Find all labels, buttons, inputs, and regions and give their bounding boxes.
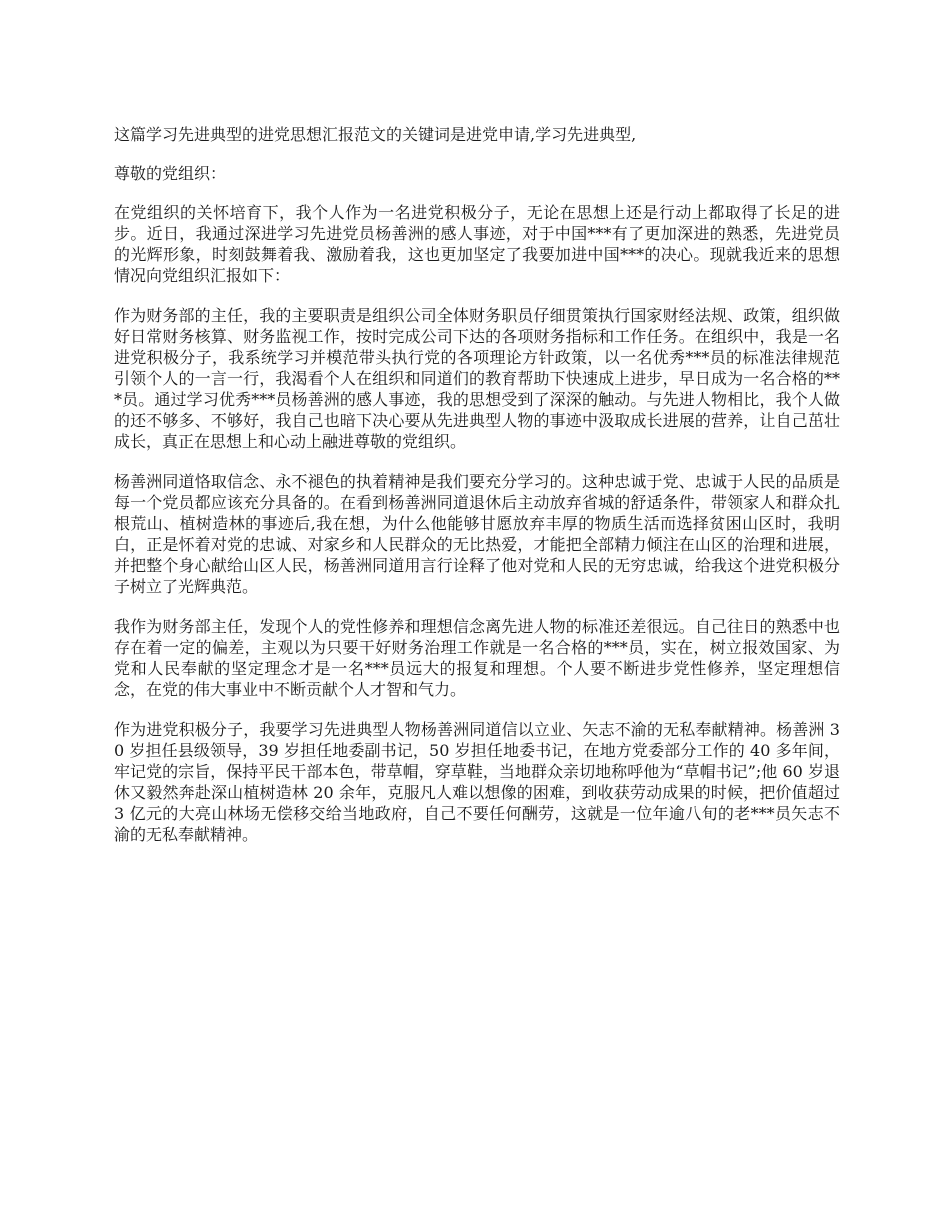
document-body xyxy=(114,124,840,864)
paragraph-1: 在党组织的关怀培育下，我个人作为一名进党积极分子，无论在思想上还是行动上都取得了长足的进步。近日，我通过深进学习先进党员杨善洲的感人事迹，对于中国***有了更加深进的熟悉，先进党员的光辉形象，时刻鼓舞着我、激励着我，这也更加坚定了我要加进中国***的决心。现就我近来的思想情况向党组织汇报如下： xyxy=(114,203,840,285)
salutation: 尊敬的党组织： xyxy=(114,164,227,183)
paragraph-4: 我作为财务部主任，发现个人的党性修养和理想信念离先进人物的标准还差很远。自己往日的熟悉中也存在着一定的偏差，主观以为只要干好财务治理工作就是一名合格的***员，实在，树立报效国家、为党和人民奉献的坚定理念才是一名***员远大的报复和理想。个人要不断进步党性修养，坚定理想信念，在党的伟大事业中不断贡献个人才智和气力。 xyxy=(114,617,840,699)
paragraph-3: 杨善洲同道恪取信念、永不褪色的执着精神是我们要充分学习的。这种忠诚于党、忠诚于人民的品质是每一个党员都应该充分具备的。在看到杨善洲同道退休后主动放弃省城的舒适条件，带领家人和群众扎根荒山、植树造林的事迹后,我在想，为什么他能够甘愿放弃丰厚的物质生活而选择贫困山区时，我明白，正是怀着对党的忠诚、对家乡和人民群众的无比热爱，才能把全部精力倾注在山区的治理和进展，并把整个身心献给山区人民，杨善洲同道用言行诠释了他对党和人民的无穷忠诚，给我这个进党积极分子树立了光辉典范。 xyxy=(114,472,840,596)
paragraph-5: 作为进党积极分子，我要学习先进典型人物杨善洲同道信以立业、矢志不渝的无私奉献精神。杨善洲 30 岁担任县级领导，39 岁担任地委副书记，50 岁担任地委书记，在地方党委部分工作的 40 多年间，牢记党的宗旨，保持平民干部本色，带草帽，穿草鞋，当地群众亲切地称呼他为“草帽书记”;他 60 岁退休又毅然奔赴深山植树造林 20 余年，克服凡人难以想像的困难，到收获劳动成果的时候，把价值超过 3 亿元的大亮山林场无偿移交给当地政府，自己不要任何酬劳，这就是一位年逾八旬的老***员矢志不渝的无私奉献精神。 xyxy=(114,720,840,844)
paragraph-2: 作为财务部的主任，我的主要职责是组织公司全体财务职员仔细贯策执行国家财经法规、政策，组织做好日常财务核算、财务监视工作，按时完成公司下达的各项财务指标和工作任务。在组织中，我是一名进党积极分子，我系统学习并模范带头执行党的各项理论方针政策，以一名优秀***员的标准法律规范引领个人的一言一行，我渴看个人在组织和同道们的教育帮助下快速成上进步，早日成为一名合格的***员。通过学习优秀***员杨善洲的感人事迹，我的思想受到了深深的触动。与先进人物相比，我个人做的还不够多、不够好，我自己也暗下决心要从先进典型人物的事迹中汲取成长进展的营养，让自己茁壮成长，真正在思想上和心动上融进尊敬的党组织。 xyxy=(114,306,840,451)
intro-line: 这篇学习先进典型的进党思想汇报范文的关键词是进党申请,学习先进典型, xyxy=(114,125,637,144)
